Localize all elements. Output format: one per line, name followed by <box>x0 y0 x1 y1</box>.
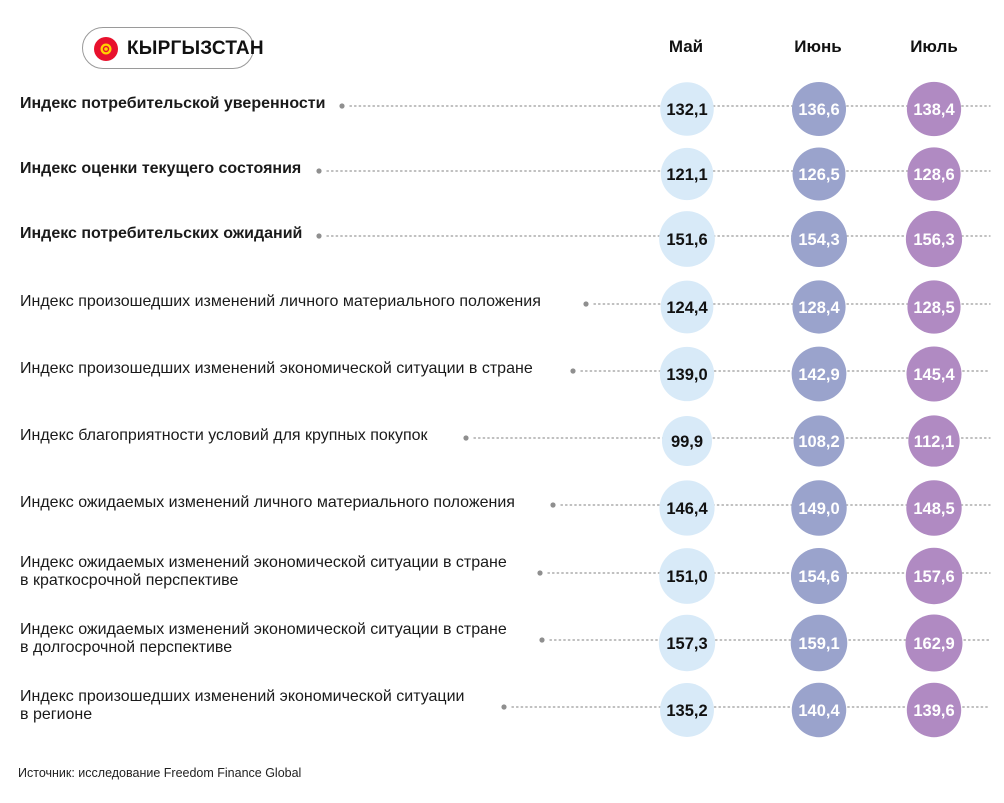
value-label-economy-short-may: 151,0 <box>666 568 708 586</box>
source-note: Источник: исследование Freedom Finance Global <box>18 766 302 780</box>
row-label-personal-past <box>20 293 541 311</box>
row-label-line: Индекс потребительской уверенности <box>20 95 326 112</box>
leader-dot-current-state <box>316 168 321 173</box>
row-label-line: Индекс произошедших изменений экономической ситуации в стране <box>20 360 533 377</box>
value-label-economy-past-may: 139,0 <box>666 366 708 384</box>
value-label-economy-long-july: 162,9 <box>913 635 955 653</box>
row-label-line: Индекс оценки текущего состояния <box>20 160 302 177</box>
leader-dot-economy-long <box>539 637 544 642</box>
value-label-economy-long-june: 159,1 <box>798 635 840 653</box>
value-label-consumer-confidence-may: 132,1 <box>666 101 708 119</box>
row-label-line: Индекс благоприятности условий для крупных покупок <box>20 427 428 444</box>
row-label-current-state <box>20 160 301 178</box>
leader-dot-big-purchases <box>463 435 468 440</box>
column-header-june: Июнь <box>794 37 842 56</box>
value-label-consumer-confidence-june: 136,6 <box>798 101 840 119</box>
value-label-personal-past-may: 124,4 <box>666 299 708 317</box>
row-label-line: Индекс произошедших изменений экономической ситуации <box>20 688 465 705</box>
row-label-line: в долгосрочной перспективе <box>20 639 233 656</box>
row-label-personal-expected <box>20 494 515 512</box>
row-label-economy-short <box>20 554 507 590</box>
value-label-big-purchases-may: 99,9 <box>670 433 704 451</box>
column-header-july: Июль <box>910 37 958 56</box>
row-label-economy-long <box>20 621 507 657</box>
value-label-big-purchases-june: 108,2 <box>798 433 840 451</box>
value-label-big-purchases-july: 112,1 <box>913 433 955 451</box>
leader-dot-region-past <box>501 704 506 709</box>
value-label-expectations-june: 154,3 <box>798 231 840 249</box>
value-label-economy-short-july: 157,6 <box>913 568 955 586</box>
row-label-line: Индекс произошедших изменений личного материального положения <box>20 293 541 310</box>
value-label-current-state-june: 126,5 <box>798 166 840 184</box>
leader-dot-expectations <box>316 233 321 238</box>
value-label-economy-long-may: 157,3 <box>666 635 708 653</box>
column-header-may: Май <box>668 37 704 56</box>
value-label-region-past-june: 140,4 <box>798 702 840 720</box>
value-label-economy-short-june: 154,6 <box>798 568 840 586</box>
row-label-expectations <box>20 225 302 243</box>
value-label-current-state-may: 121,1 <box>666 166 708 184</box>
value-label-personal-expected-july: 148,5 <box>913 500 955 518</box>
value-label-economy-past-june: 142,9 <box>798 366 840 384</box>
row-label-big-purchases <box>20 427 428 445</box>
leader-dot-consumer-confidence <box>339 103 344 108</box>
row-label-line: Индекс ожидаемых изменений экономической ситуации в стране <box>20 621 507 638</box>
row-label-line: Индекс потребительских ожиданий <box>20 225 303 242</box>
value-label-consumer-confidence-july: 138,4 <box>913 101 955 119</box>
row-label-consumer-confidence <box>20 95 325 113</box>
leader-dot-economy-short <box>537 570 542 575</box>
row-label-line: Индекс ожидаемых изменений экономической ситуации в стране <box>20 554 507 571</box>
row-label-economy-past <box>20 360 533 378</box>
value-label-region-past-july: 139,6 <box>913 702 955 720</box>
row-label-line: в регионе <box>20 706 93 723</box>
leader-dot-economy-past <box>570 368 575 373</box>
value-label-expectations-july: 156,3 <box>913 231 955 249</box>
value-label-personal-past-june: 128,4 <box>798 299 840 317</box>
value-label-region-past-may: 135,2 <box>666 702 708 720</box>
leader-dot-personal-past <box>583 301 588 306</box>
row-label-line: в краткосрочной перспективе <box>20 572 239 589</box>
value-label-personal-expected-may: 146,4 <box>666 500 708 518</box>
value-label-expectations-may: 151,6 <box>666 231 708 249</box>
row-label-line: Индекс ожидаемых изменений личного материального положения <box>20 494 515 511</box>
country-name: КЫРГЫЗСТАН <box>127 38 264 59</box>
value-label-personal-past-july: 128,5 <box>913 299 955 317</box>
value-label-current-state-july: 128,6 <box>913 166 955 184</box>
value-label-economy-past-july: 145,4 <box>913 366 955 384</box>
row-label-region-past <box>20 688 464 724</box>
leader-dot-personal-expected <box>550 502 555 507</box>
value-label-personal-expected-june: 149,0 <box>798 500 840 518</box>
